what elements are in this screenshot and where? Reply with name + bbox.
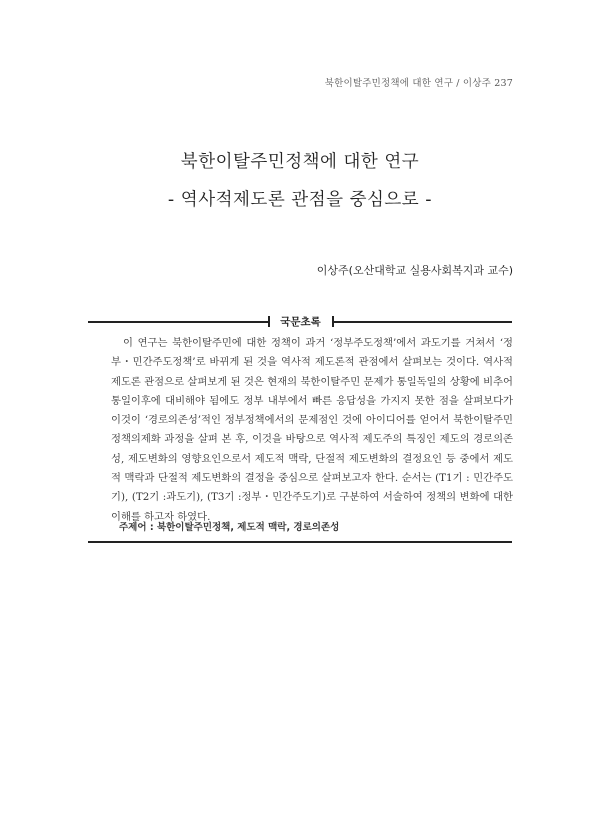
abstract-bottom-rule	[88, 541, 512, 543]
rule-right-line	[334, 321, 512, 323]
abstract-label: 국문초록	[280, 316, 321, 328]
abstract-header-rule	[88, 315, 512, 327]
title-block	[0, 148, 600, 211]
running-head: 북한이탈주민정책에 대한 연구 / 이상주 237	[324, 78, 513, 89]
rule-left-bar	[268, 316, 270, 327]
rule-left-line	[88, 321, 268, 323]
author-affiliation: 이상주(오산대학교 실용사회복지과 교수)	[316, 264, 513, 277]
abstract-body: 이 연구는 북한이탈주민에 대한 정책이 과거 ‘정부주도정책’에서 과도기를 거쳐서 ‘정부・민간주도정책’로 바뀌게 된 것을 역사적 제도론적 관점에서 살펴보는 것이다. 역사적 제도론 관점으로 살펴보게 된 것은 현재의 북한이탈주민 문제가 통일독일의 상황에 비추어 통일이후에 대비해야 됨에도 정부 내부에서 빠른 응답성을 가지지 못한 점을 살펴보다가 이것이 ‘경로의존성’적인 정부정책에서의 문제점인 것에 아이디어를 얻어서 북한이탈주민 정책의제화 과정을 살펴 본 후, 이것을 바탕으로 역사적 제도주의 특징인 제도의 경로의존성, 제도변화의 영향요인으로서 제도적 맥락, 단절적 제도변화의 결정요인 등 중에서 제도적 맥락과 단절적 제도변화의 결정을 중심으로 살펴보고자 한다. 순서는 (T1기 : 민간주도기), (T2기 :과도기), (T3기 :정부・민간주도기)로 구분하여 서술하여 정책의 변화에 대한 이해를 하고자 하였다.	[111, 337, 513, 523]
paper-title: 북한이탈주민정책에 대한 연구	[180, 152, 420, 172]
paper-subtitle: - 역사적제도론 관점을 중심으로 -	[167, 190, 433, 210]
keywords: 주제어 : 북한이탈주민정책, 제도적 맥락, 경로의존성	[119, 522, 340, 533]
